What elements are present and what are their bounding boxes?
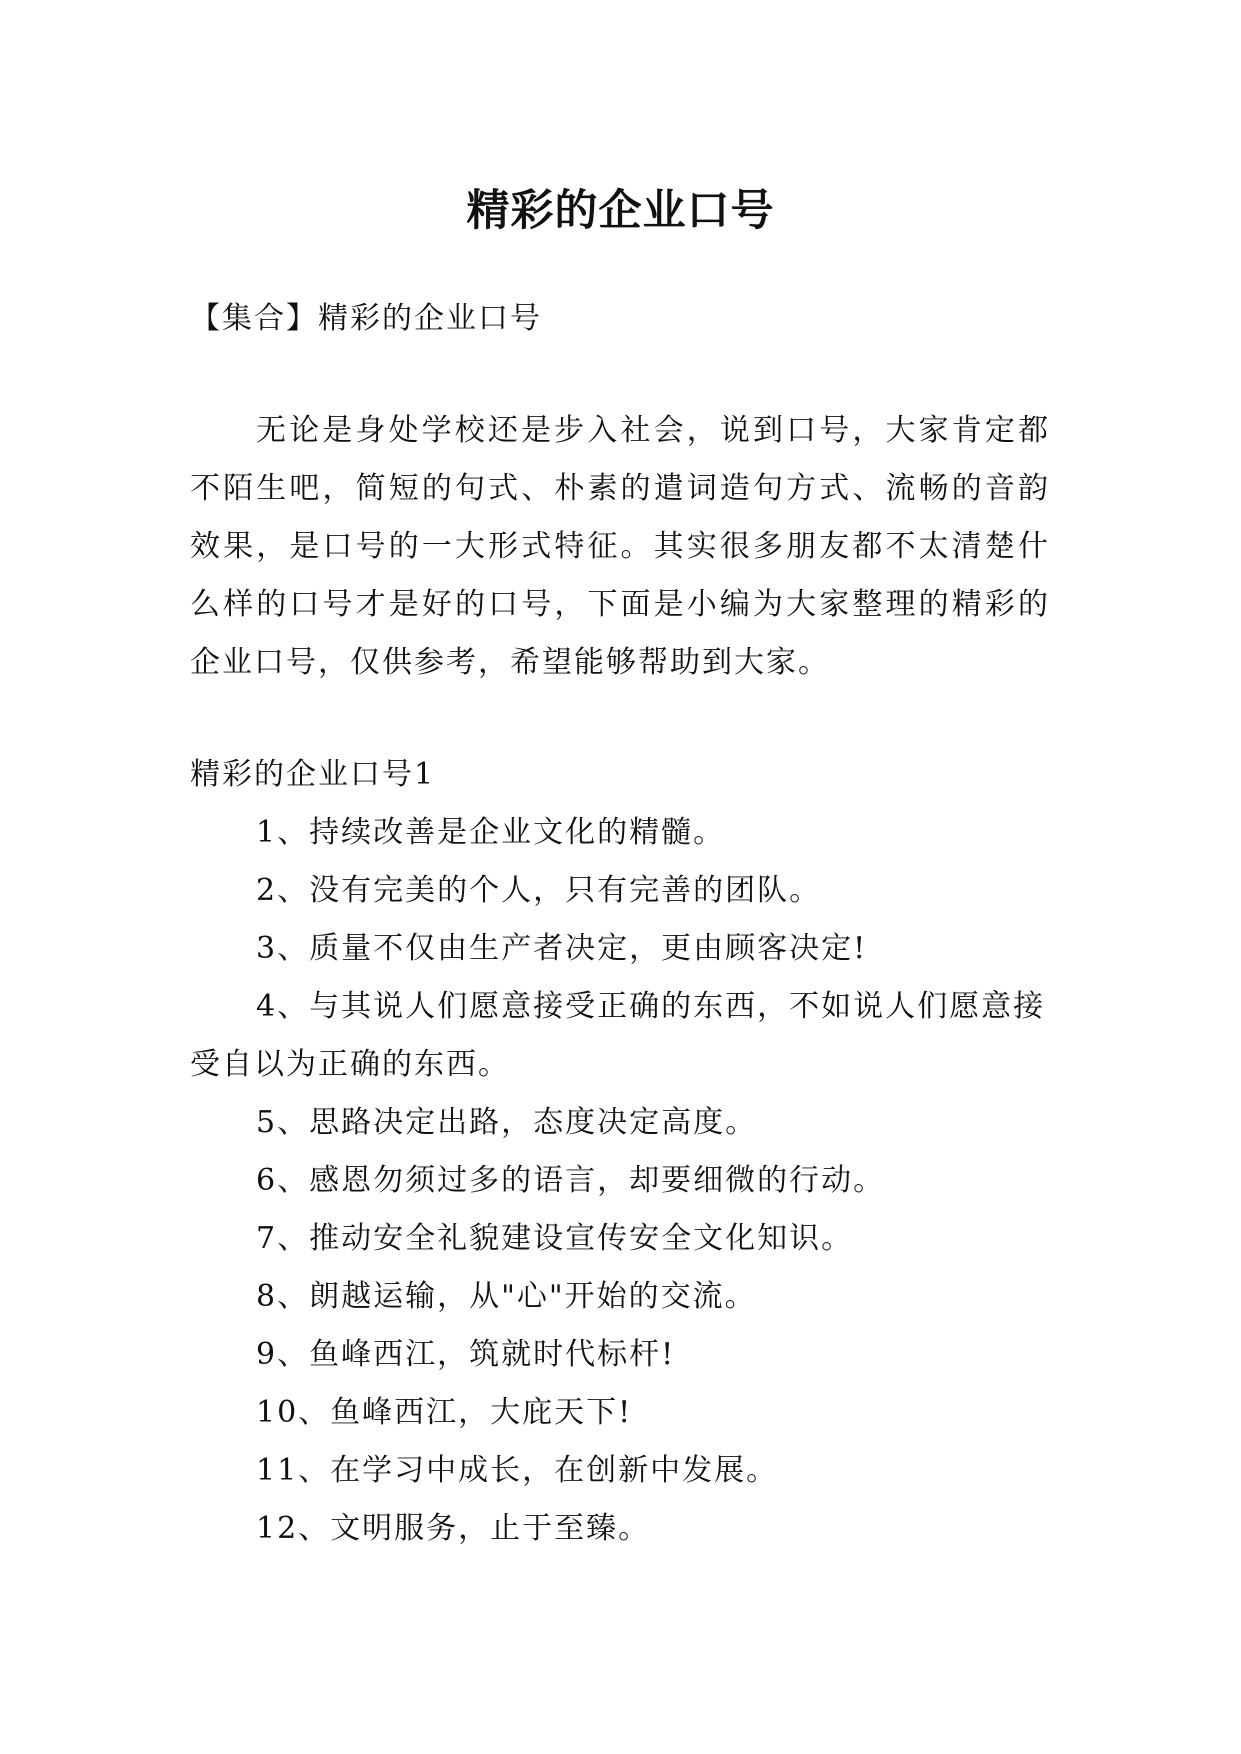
slogan-item: 9、鱼峰西江，筑就时代标杆!: [256, 1337, 676, 1372]
slogan-item: 6、感恩勿须过多的语言，却要细微的行动。: [256, 1163, 886, 1198]
slogan-item: 3、质量不仅由生产者决定，更由顾客决定!: [256, 931, 868, 966]
slogan-item: 4、与其说人们愿意接受正确的东西，不如说人们愿意接受自以为正确的东西。: [190, 989, 1046, 1082]
document-subtitle: 【集合】精彩的企业口号: [190, 301, 542, 336]
section-heading: 精彩的企业口号1: [190, 757, 436, 792]
slogan-item: 12、文明服务，止于至臻。: [256, 1511, 651, 1546]
document-body: [190, 290, 1050, 1558]
slogan-item: 5、思路决定出路，态度决定高度。: [256, 1105, 758, 1140]
slogan-item: 1、持续改善是企业文化的精髓。: [256, 815, 726, 850]
slogan-item: 8、朗越运输，从"心"开始的交流。: [256, 1279, 757, 1314]
intro-paragraph: 无论是身处学校还是步入社会，说到口号，大家肯定都不陌生吧，简短的句式、朴素的遣词造句方式、流畅的音韵效果，是口号的一大形式特征。其实很多朋友都不太清楚什么样的口号才是好的口号，下面是小编为大家整理的精彩的企业口号，仅供参考，希望能够帮助到大家。: [190, 413, 1050, 680]
slogan-list: [190, 804, 1050, 1558]
slogan-item: 7、推动安全礼貌建设宣传安全文化知识。: [256, 1221, 854, 1256]
slogan-item: 11、在学习中成长，在创新中发展。: [256, 1453, 779, 1488]
page-title: 精彩的企业口号: [466, 185, 775, 236]
slogan-item: 2、没有完美的个人，只有完善的团队。: [256, 873, 822, 908]
slogan-item: 10、鱼峰西江，大庇天下!: [256, 1395, 633, 1430]
